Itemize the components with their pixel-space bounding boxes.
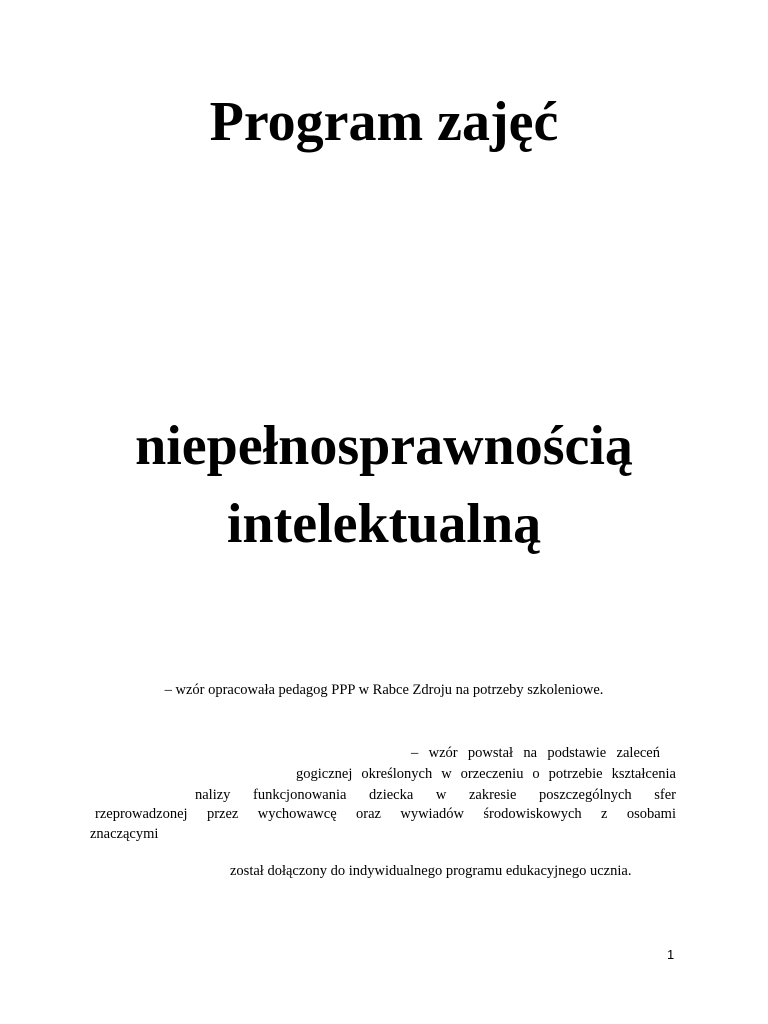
page-number: 1 bbox=[667, 947, 675, 962]
paragraph-line-3: nalizy funkcjonowania dziecka w zakresie poszczególnych sfer bbox=[195, 787, 676, 803]
paragraph-line-2: gogicznej określonych w orzeczeniu o potrzebie kształcenia bbox=[296, 766, 676, 782]
paragraph-line-1: – wzór powstał na podstawie zaleceń bbox=[411, 745, 660, 761]
paragraph-line-5: znaczącymi bbox=[90, 826, 159, 842]
paragraph-line-4: rzeprowadzonej przez wychowawcę oraz wywiadów środowiskowych z osobami bbox=[95, 806, 676, 822]
document-title: Program zajęć bbox=[209, 91, 559, 153]
document-subtitle-line-1: niepełnosprawnością bbox=[135, 415, 633, 477]
author-note: – wzór opracowała pedagog PPP w Rabce Zdroju na potrzeby szkoleniowe. bbox=[164, 682, 604, 698]
document-subtitle-line-2: intelektualną bbox=[226, 493, 542, 555]
closing-sentence: został dołączony do indywidualnego programu edukacyjnego ucznia. bbox=[230, 863, 632, 879]
